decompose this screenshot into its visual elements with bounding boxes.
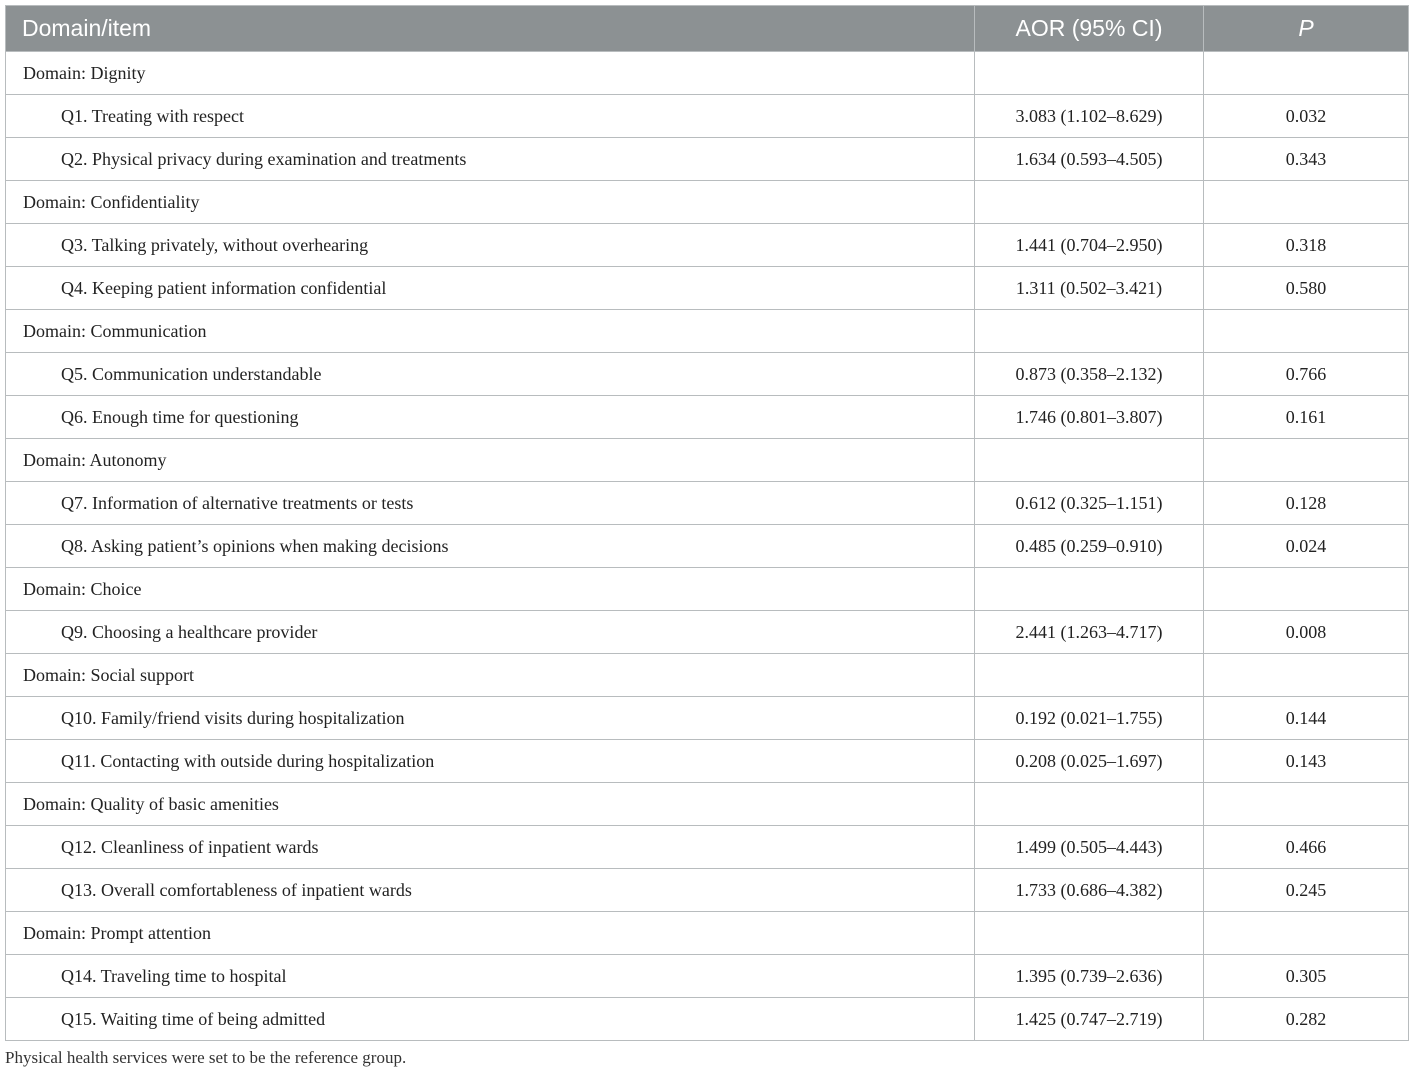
item-label: Q7. Information of alternative treatments or tests bbox=[6, 482, 975, 525]
item-row bbox=[6, 396, 1409, 439]
item-row bbox=[6, 826, 1409, 869]
aor-cell bbox=[975, 912, 1204, 955]
table-footnote: Physical health services were set to be the reference group. bbox=[5, 1048, 407, 1067]
item-label: Q5. Communication understandable bbox=[6, 353, 975, 396]
table-body bbox=[6, 52, 1409, 1041]
domain-row bbox=[6, 52, 1409, 95]
table-header bbox=[6, 6, 1409, 52]
item-row bbox=[6, 138, 1409, 181]
aor-cell: 0.192 (0.021–1.755) bbox=[975, 697, 1204, 740]
item-row bbox=[6, 869, 1409, 912]
item-row bbox=[6, 353, 1409, 396]
p-value-cell bbox=[1204, 181, 1409, 224]
p-value-cell: 0.024 bbox=[1204, 525, 1409, 568]
p-value-cell bbox=[1204, 439, 1409, 482]
p-value-cell bbox=[1204, 52, 1409, 95]
item-label: Q10. Family/friend visits during hospitalization bbox=[6, 697, 975, 740]
aor-cell: 0.485 (0.259–0.910) bbox=[975, 525, 1204, 568]
domain-row bbox=[6, 912, 1409, 955]
aor-cell: 1.733 (0.686–4.382) bbox=[975, 869, 1204, 912]
domain-row bbox=[6, 181, 1409, 224]
aor-cell: 1.634 (0.593–4.505) bbox=[975, 138, 1204, 181]
item-label: Q3. Talking privately, without overhearing bbox=[6, 224, 975, 267]
item-label: Q1. Treating with respect bbox=[6, 95, 975, 138]
domain-row bbox=[6, 568, 1409, 611]
p-value-cell: 0.282 bbox=[1204, 998, 1409, 1041]
p-value-cell: 0.580 bbox=[1204, 267, 1409, 310]
item-label: Q8. Asking patient’s opinions when making decisions bbox=[6, 525, 975, 568]
header-row bbox=[6, 6, 1409, 52]
item-label: Q2. Physical privacy during examination and treatments bbox=[6, 138, 975, 181]
aor-cell: 0.208 (0.025–1.697) bbox=[975, 740, 1204, 783]
item-label: Q4. Keeping patient information confidential bbox=[6, 267, 975, 310]
header-domain-item: Domain/item bbox=[6, 6, 975, 52]
domain-label: Domain: Quality of basic amenities bbox=[6, 783, 975, 826]
aor-cell: 1.441 (0.704–2.950) bbox=[975, 224, 1204, 267]
p-value-cell: 0.144 bbox=[1204, 697, 1409, 740]
aor-cell: 1.425 (0.747–2.719) bbox=[975, 998, 1204, 1041]
item-row bbox=[6, 697, 1409, 740]
item-row bbox=[6, 525, 1409, 568]
item-label: Q14. Traveling time to hospital bbox=[6, 955, 975, 998]
p-value-cell: 0.466 bbox=[1204, 826, 1409, 869]
item-label: Q11. Contacting with outside during hospitalization bbox=[6, 740, 975, 783]
results-table bbox=[5, 5, 1409, 1041]
p-value-cell bbox=[1204, 654, 1409, 697]
p-value-cell: 0.343 bbox=[1204, 138, 1409, 181]
item-label: Q9. Choosing a healthcare provider bbox=[6, 611, 975, 654]
item-label: Q12. Cleanliness of inpatient wards bbox=[6, 826, 975, 869]
aor-cell bbox=[975, 310, 1204, 353]
item-row bbox=[6, 740, 1409, 783]
p-value-cell: 0.245 bbox=[1204, 869, 1409, 912]
aor-cell bbox=[975, 568, 1204, 611]
p-value-cell: 0.143 bbox=[1204, 740, 1409, 783]
item-row bbox=[6, 482, 1409, 525]
p-value-cell bbox=[1204, 310, 1409, 353]
domain-label: Domain: Communication bbox=[6, 310, 975, 353]
item-row bbox=[6, 267, 1409, 310]
aor-cell bbox=[975, 439, 1204, 482]
domain-row bbox=[6, 654, 1409, 697]
domain-row bbox=[6, 310, 1409, 353]
domain-label: Domain: Social support bbox=[6, 654, 975, 697]
p-value-cell: 0.318 bbox=[1204, 224, 1409, 267]
domain-label: Domain: Dignity bbox=[6, 52, 975, 95]
aor-cell: 1.499 (0.505–4.443) bbox=[975, 826, 1204, 869]
domain-row bbox=[6, 439, 1409, 482]
aor-cell: 3.083 (1.102–8.629) bbox=[975, 95, 1204, 138]
aor-cell: 1.311 (0.502–3.421) bbox=[975, 267, 1204, 310]
p-value-cell bbox=[1204, 568, 1409, 611]
header-p-value: P bbox=[1204, 6, 1409, 52]
p-value-cell bbox=[1204, 783, 1409, 826]
item-row bbox=[6, 955, 1409, 998]
aor-cell: 0.873 (0.358–2.132) bbox=[975, 353, 1204, 396]
p-value-cell: 0.128 bbox=[1204, 482, 1409, 525]
header-aor: AOR (95% CI) bbox=[975, 6, 1204, 52]
results-table-container bbox=[5, 5, 1408, 1041]
aor-cell: 1.746 (0.801–3.807) bbox=[975, 396, 1204, 439]
aor-cell: 0.612 (0.325–1.151) bbox=[975, 482, 1204, 525]
p-value-cell: 0.008 bbox=[1204, 611, 1409, 654]
domain-label: Domain: Confidentiality bbox=[6, 181, 975, 224]
aor-cell bbox=[975, 654, 1204, 697]
p-value-cell: 0.161 bbox=[1204, 396, 1409, 439]
item-row bbox=[6, 224, 1409, 267]
p-value-cell: 0.766 bbox=[1204, 353, 1409, 396]
aor-cell bbox=[975, 181, 1204, 224]
aor-cell: 1.395 (0.739–2.636) bbox=[975, 955, 1204, 998]
p-value-cell bbox=[1204, 912, 1409, 955]
domain-label: Domain: Autonomy bbox=[6, 439, 975, 482]
item-row bbox=[6, 95, 1409, 138]
p-value-cell: 0.305 bbox=[1204, 955, 1409, 998]
p-value-cell: 0.032 bbox=[1204, 95, 1409, 138]
item-row bbox=[6, 998, 1409, 1041]
item-label: Q15. Waiting time of being admitted bbox=[6, 998, 975, 1041]
aor-cell: 2.441 (1.263–4.717) bbox=[975, 611, 1204, 654]
item-label: Q13. Overall comfortableness of inpatient wards bbox=[6, 869, 975, 912]
item-row bbox=[6, 611, 1409, 654]
aor-cell bbox=[975, 783, 1204, 826]
domain-label: Domain: Choice bbox=[6, 568, 975, 611]
domain-label: Domain: Prompt attention bbox=[6, 912, 975, 955]
aor-cell bbox=[975, 52, 1204, 95]
domain-row bbox=[6, 783, 1409, 826]
item-label: Q6. Enough time for questioning bbox=[6, 396, 975, 439]
